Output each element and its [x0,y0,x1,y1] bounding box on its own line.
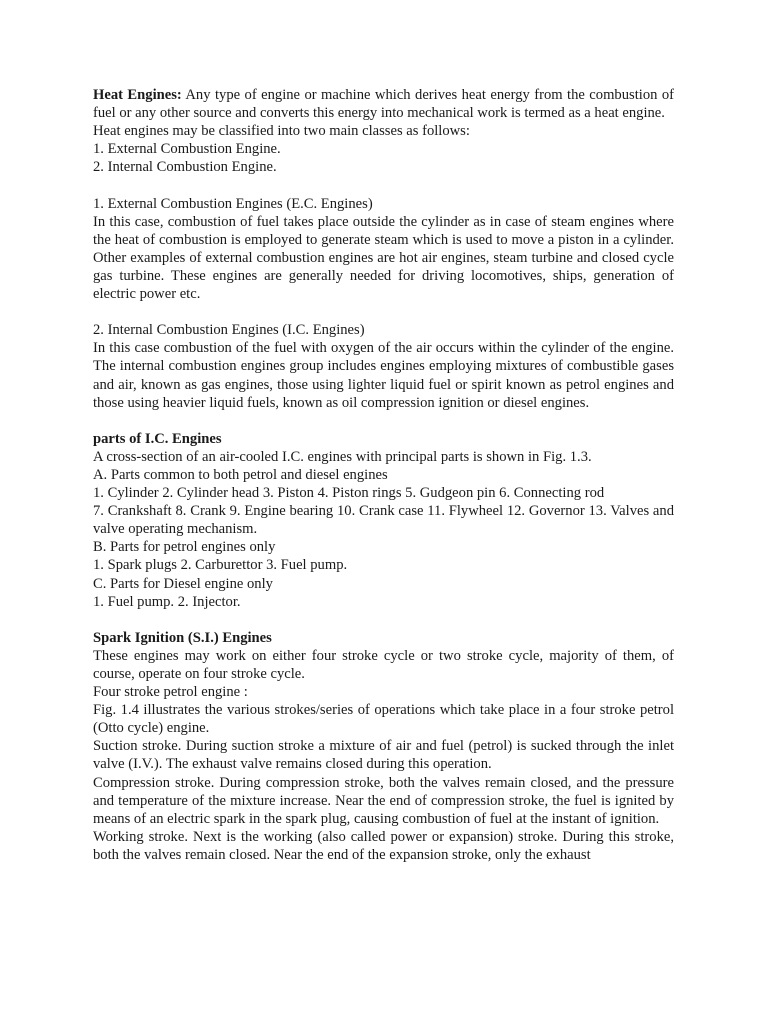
parts-diesel-list: 1. Fuel pump. 2. Injector. [93,593,241,610]
si-engines-heading: Spark Ignition (S.I.) Engines [93,629,272,646]
parts-common-list-1: 1. Cylinder 2. Cylinder head 3. Piston 4. Piston rings 5. Gudgeon pin 6. Connecting rod [93,485,605,502]
ec-engines-paragraph: In this case, combustion of fuel takes place outside the cylinder as in case of steam engines where the heat of combustion is employed to generate steam which is used to move a piston in a cylinder. Other examples of external combustion engines are hot air engines, steam turbine and closed cycle gas turbine. These engines are generally needed for driving locomotives, ships, generation of electric power etc. [93,213,674,303]
parts-common-title: A. Parts common to both petrol and diesel engines [93,466,388,483]
parts-diesel-title: C. Parts for Diesel engine only [93,575,273,592]
spacer [93,176,674,194]
parts-common-list-2: 7. Crankshaft 8. Crank 9. Engine bearing 10. Crank case 11. Flywheel 12. Governor 13. Valves and valve operating mechanism. [93,503,674,538]
class-item-external: 1. External Combustion Engine. [93,141,281,158]
heat-engines-heading: Heat Engines: [93,87,182,103]
heat-engines-paragraph [93,86,674,122]
parts-intro: A cross-section of an air-cooled I.C. engines with principal parts is shown in Fig. 1.3. [93,448,592,465]
spacer [93,303,674,321]
compression-stroke-paragraph: Compression stroke. During compression stroke, both the valves remain closed, and the pressure and temperature of the mixture increase. Near the end of compression stroke, the fuel is ignited by means of an electric spark in the spark plug, causing combustion of fuel at the instant of ignition. [93,774,674,827]
ic-engines-paragraph: In this case combustion of the fuel with oxygen of the air occurs within the cylinder of the engine. The internal combustion engines group includes engines employing mixtures of combustible gases and air, known as gas engines, those using lighter liquid fuel or spirit known as petrol engines and those using heavier liquid fuels, known as oil compression ignition or diesel engines. [93,340,674,411]
spacer [93,611,674,629]
suction-stroke-paragraph: Suction stroke. During suction stroke a mixture of air and fuel (petrol) is sucked through the inlet valve (I.V.). The exhaust valve remains closed during this operation. [93,738,674,773]
parts-petrol-list: 1. Spark plugs 2. Carburettor 3. Fuel pump. [93,557,348,574]
parts-petrol-title: B. Parts for petrol engines only [93,539,276,556]
ec-engines-title: 1. External Combustion Engines (E.C. Engines) [93,195,373,212]
classification-line: Heat engines may be classified into two main classes as follows: [93,123,470,140]
spacer [93,412,674,430]
parts-heading: parts of I.C. Engines [93,430,222,447]
ic-engines-title: 2. Internal Combustion Engines (I.C. Engines) [93,322,365,339]
si-engines-intro: These engines may work on either four stroke cycle or two stroke cycle, majority of them, of course, operate on four stroke cycle. [93,647,674,682]
heat-engines-definition: Any type of engine or machine which derives heat energy from the combustion of fuel or any other source and converts this energy into mechanical work is termed as a heat engine. [93,87,675,122]
fig-description: Fig. 1.4 illustrates the various strokes/series of operations which take place in a four stroke petrol (Otto cycle) engine. [93,702,674,737]
four-stroke-label: Four stroke petrol engine : [93,684,248,701]
class-item-internal: 2. Internal Combustion Engine. [93,159,277,176]
working-stroke-paragraph: Working stroke. Next is the working (also called power or expansion) stroke. During this stroke, both the valves remain closed. Near the end of the expansion stroke, only the exhaust [93,828,674,863]
document-page [93,86,674,864]
